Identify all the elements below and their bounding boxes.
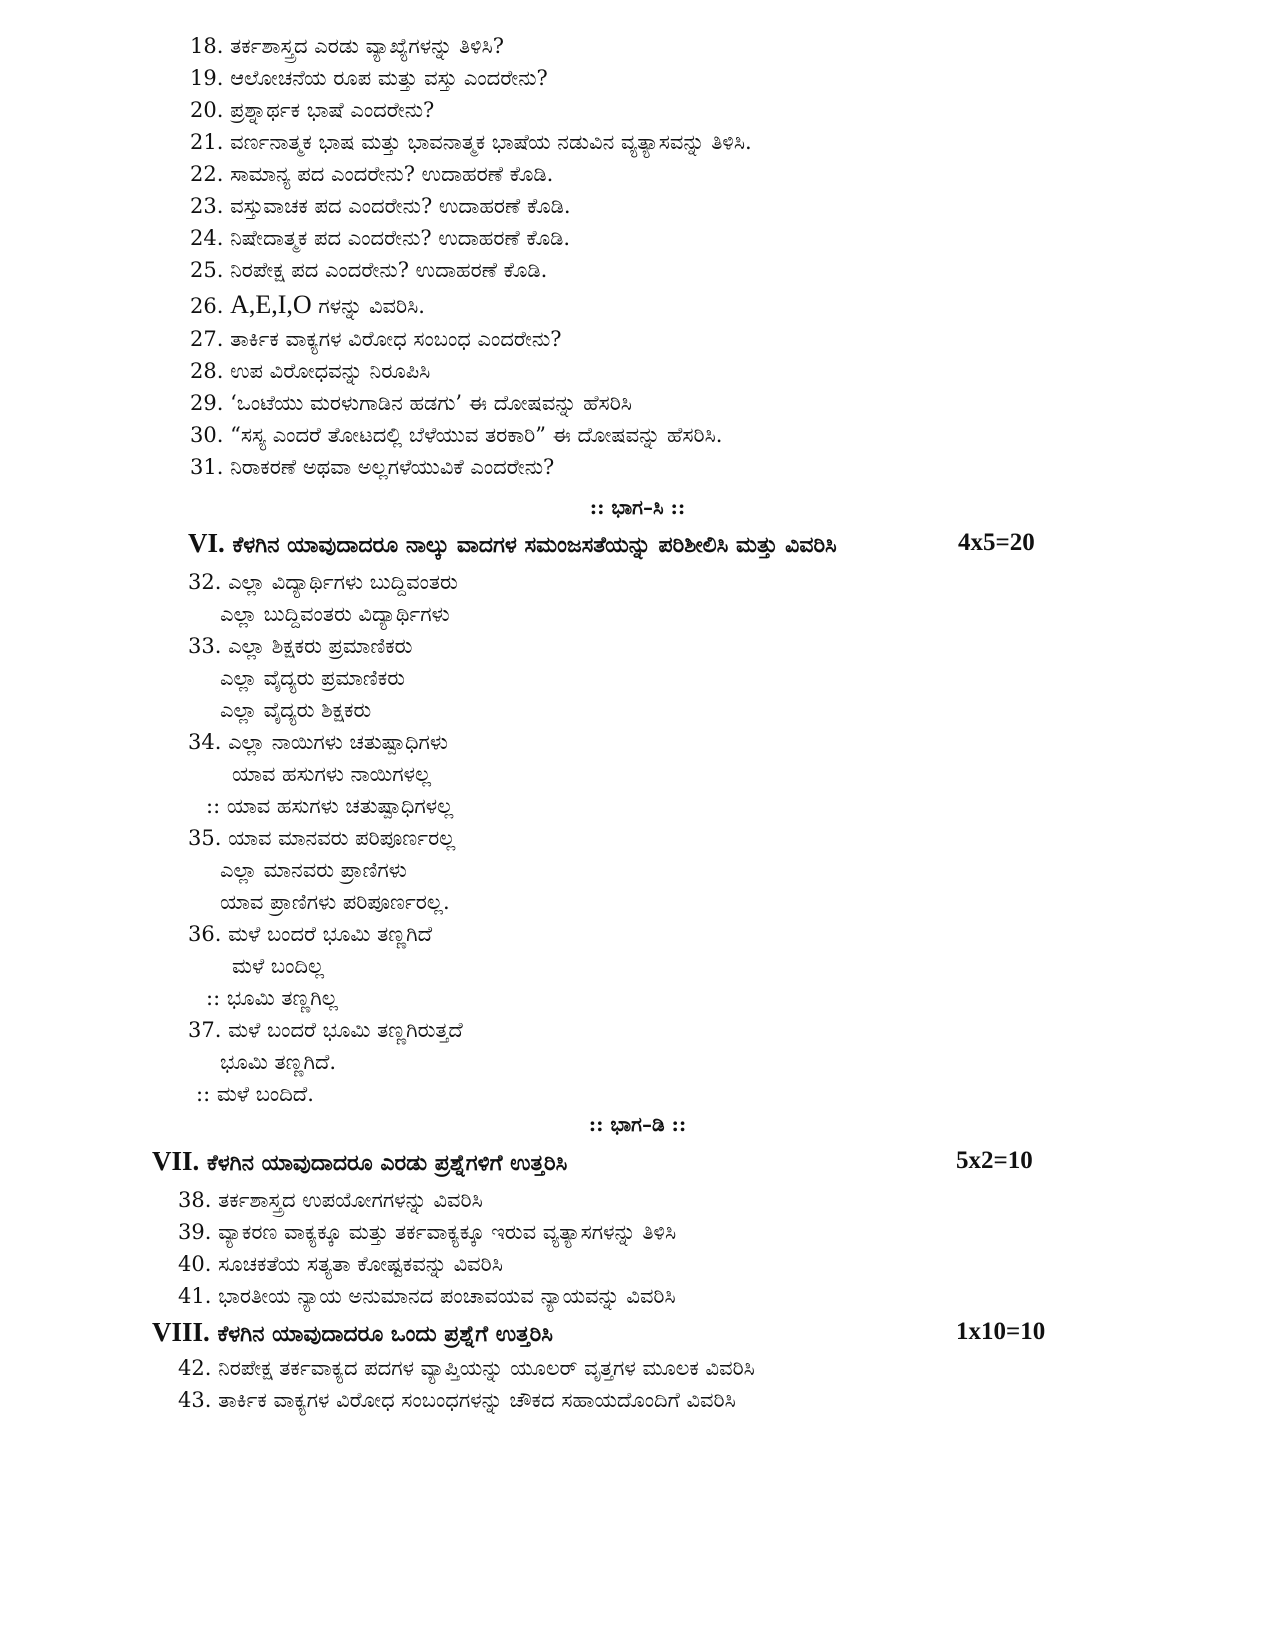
argument-line: 34. ಎಲ್ಲಾ ನಾಯಿಗಳು ಚತುಷ್ಪಾಧಿಗಳು: [188, 730, 448, 754]
question-27: 27. ತಾರ್ಕಿಕ ವಾಕ್ಯಗಳ ವಿರೋಧ ಸಂಬಂಧ ಎಂದರೇನು?: [190, 327, 562, 351]
question-28: 28. ಉಪ ವಿರೋಧವನ್ನು ನಿರೂಪಿಸಿ: [190, 359, 431, 383]
argument-line: ಭೂಮಿ ತಣ್ಣಗಿದೆ.: [220, 1050, 337, 1074]
argument-line: ಮಳೆ ಬಂದಿಲ್ಲ: [232, 954, 325, 978]
section-vii-numeral: VII.: [152, 1146, 200, 1176]
section-viii-numeral: VIII.: [152, 1317, 210, 1347]
question-43: 43. ತಾರ್ಕಿಕ ವಾಕ್ಯಗಳ ವಿರೋಧ ಸಂಬಂಧಗಳನ್ನು ಚೌಕದ ಸಹಾಯದೊಂದಿಗೆ ವಿವರಿಸಿ: [178, 1388, 736, 1412]
argument-line: 35. ಯಾವ ಮಾನವರು ಪರಿಪೂರ್ಣರಲ್ಲ: [188, 826, 456, 850]
section-vii-heading: VII. ಕೆಳಗಿನ ಯಾವುದಾದರೂ ಎರಡು ಪ್ರಶ್ನೆಗಳಿಗೆ ಉತ್ತರಿಸಿ: [152, 1146, 568, 1176]
section-vii-marks: 5x2=10: [956, 1147, 1033, 1174]
section-vi-marks: 4x5=20: [958, 529, 1035, 556]
argument-line: ಎಲ್ಲಾ ಮಾನವರು ಪ್ರಾಣಿಗಳು: [220, 858, 407, 882]
argument-line: ಯಾವ ಹಸುಗಳು ನಾಯಿಗಳಲ್ಲ: [232, 762, 432, 786]
argument-line: ಯಾವ ಪ್ರಾಣಿಗಳು ಪರಿಪೂರ್ಣರಲ್ಲ.: [220, 890, 450, 914]
question-22: 22. ಸಾಮಾನ್ಯ ಪದ ಎಂದರೇನು? ಉದಾಹರಣೆ ಕೊಡಿ.: [190, 162, 554, 186]
question-38: 38. ತರ್ಕಶಾಸ್ತ್ರದ ಉಪಯೋಗಗಳನ್ನು ವಿವರಿಸಿ: [178, 1188, 483, 1212]
argument-line: 36. ಮಳೆ ಬಂದರೆ ಭೂಮಿ ತಣ್ಣಗಿದೆ: [188, 922, 433, 946]
section-vi-heading: VI. ಕೆಳಗಿನ ಯಾವುದಾದರೂ ನಾಲ್ಕು ವಾದಗಳ ಸಮಂಜಸತೆಯನ್ನು ಪರಿಶೀಲಿಸಿ ಮತ್ತು ವಿವರಿಸಿ: [188, 528, 837, 558]
question-19: 19. ಆಲೋಚನೆಯ ರೂಪ ಮತ್ತು ವಸ್ತು ಎಂದರೇನು?: [190, 66, 548, 90]
argument-line: ಎಲ್ಲಾ ವೈದ್ಯರು ಶಿಕ್ಷಕರು: [220, 698, 372, 722]
argument-line: :: ಯಾವ ಹಸುಗಳು ಚತುಷ್ಪಾಧಿಗಳಲ್ಲ: [206, 794, 454, 818]
question-30: 30. “ಸಸ್ಯ ಎಂದರೆ ತೋಟದಲ್ಲಿ ಬೆಳೆಯುವ ತರಕಾರಿ” ಈ ದೋಷವನ್ನು ಹೆಸರಿಸಿ.: [190, 423, 723, 447]
argument-line: :: ಮಳೆ ಬಂದಿದೆ.: [196, 1082, 314, 1106]
argument-line: 32. ಎಲ್ಲಾ ವಿದ್ಯಾರ್ಥಿಗಳು ಬುದ್ದಿವಂತರು: [188, 570, 458, 594]
part-d-title: :: ಭಾಗ–ಡಿ ::: [588, 1112, 687, 1136]
part-c-title: :: ಭಾಗ–ಸಿ ::: [589, 495, 686, 519]
question-42: 42. ನಿರಪೇಕ್ಷ ತರ್ಕವಾಕ್ಯದ ಪದಗಳ ವ್ಯಾಪ್ತಿಯನ್ನು ಯೂಲರ್ ವೃತ್ತಗಳ ಮೂಲಕ ವಿವರಿಸಿ: [178, 1356, 755, 1380]
question-20: 20. ಪ್ರಶ್ನಾರ್ಥಕ ಭಾಷೆ ಎಂದರೇನು?: [190, 98, 435, 122]
question-39: 39. ವ್ಯಾಕರಣ ವಾಕ್ಯಕ್ಕೂ ಮತ್ತು ತರ್ಕವಾಕ್ಯಕ್ಕೂ ಇರುವ ವ್ಯತ್ಯಾಸಗಳನ್ನು ತಿಳಿಸಿ: [178, 1220, 677, 1244]
question-41: 41. ಭಾರತೀಯ ನ್ಯಾಯ ಅನುಮಾನದ ಪಂಚಾವಯವ ನ್ಯಾಯವನ್ನು ವಿವರಿಸಿ: [178, 1284, 676, 1308]
argument-line: ಎಲ್ಲಾ ಬುದ್ದಿವಂತರು ವಿದ್ಯಾರ್ಥಿಗಳು: [220, 602, 450, 626]
question-24: 24. ನಿಷೇದಾತ್ಮಕ ಪದ ಎಂದರೇನು? ಉದಾಹರಣೆ ಕೊಡಿ.: [190, 226, 571, 250]
question-29: 29. ‘ಒಂಟೆಯು ಮರಳುಗಾಡಿನ ಹಡಗು’ ಈ ದೋಷವನ್ನು ಹೆಸರಿಸಿ: [190, 391, 632, 415]
section-vi-numeral: VI.: [188, 528, 225, 558]
question-25: 25. ನಿರಪೇಕ್ಷ ಪದ ಎಂದರೇನು? ಉದಾಹರಣೆ ಕೊಡಿ.: [190, 258, 548, 282]
argument-line: 37. ಮಳೆ ಬಂದರೆ ಭೂಮಿ ತಣ್ಣಗಿರುತ್ತದೆ: [188, 1018, 463, 1042]
question-18: 18. ತರ್ಕಶಾಸ್ತ್ರದ ಎರಡು ವ್ಯಾಖ್ಯೆಗಳನ್ನು ತಿಳಿಸಿ?: [190, 34, 505, 58]
question-21: 21. ವರ್ಣನಾತ್ಮಕ ಭಾಷ ಮತ್ತು ಭಾವನಾತ್ಮಕ ಭಾಷೆಯ ನಡುವಿನ ವ್ಯತ್ಯಾಸವನ್ನು ತಿಳಿಸಿ.: [190, 130, 752, 154]
question-40: 40. ಸೂಚಕತೆಯ ಸತ್ಯತಾ ಕೋಷ್ಟಕವನ್ನು ವಿವರಿಸಿ: [178, 1252, 503, 1276]
argument-line: :: ಭೂಮಿ ತಣ್ಣಗಿಲ್ಲ: [206, 986, 338, 1010]
question-26: 26. A,E,I,O ಗಳನ್ನು ವಿವರಿಸಿ.: [190, 290, 425, 319]
aeio-label: A,E,I,O: [230, 290, 312, 319]
question-31: 31. ನಿರಾಕರಣೆ ಅಥವಾ ಅಲ್ಲಗಳೆಯುವಿಕೆ ಎಂದರೇನು?: [190, 455, 555, 479]
question-23: 23. ವಸ್ತುವಾಚಕ ಪದ ಎಂದರೇನು? ಉದಾಹರಣೆ ಕೊಡಿ.: [190, 194, 571, 218]
section-viii-heading: VIII. ಕೆಳಗಿನ ಯಾವುದಾದರೂ ಒಂದು ಪ್ರಶ್ನೆಗೆ ಉತ್ತರಿಸಿ: [152, 1317, 553, 1347]
argument-line: 33. ಎಲ್ಲಾ ಶಿಕ್ಷಕರು ಪ್ರಮಾಣಿಕರು: [188, 634, 413, 658]
argument-line: ಎಲ್ಲಾ ವೈದ್ಯರು ಪ್ರಮಾಣಿಕರು: [220, 666, 405, 690]
section-viii-marks: 1x10=10: [956, 1318, 1046, 1345]
